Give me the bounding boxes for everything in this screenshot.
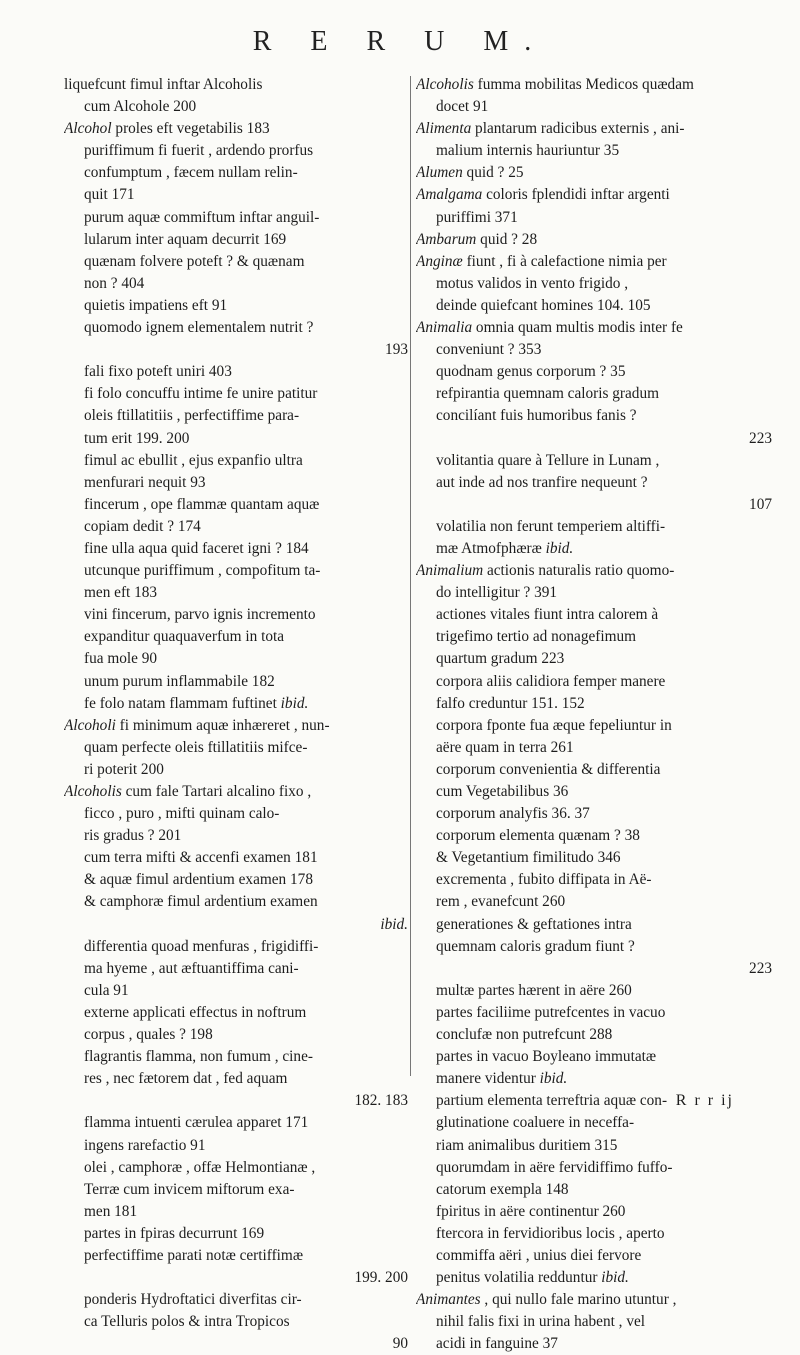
index-subentry (416, 295, 772, 317)
index-subentry (64, 516, 408, 538)
index-subentry (416, 405, 772, 427)
entry-text: partes in fpiras decurrunt 169 (84, 1224, 265, 1242)
index-subentry (416, 516, 772, 538)
entry-text: concilíant fuis humoribus fanis ? (436, 407, 637, 425)
index-entry-heading (416, 317, 772, 339)
entry-text: falfo creduntur 151. 152 (436, 694, 585, 712)
entry-text: utcunque puriffimum , compofitum ta- (84, 562, 321, 580)
index-subentry (64, 361, 408, 383)
index-subentry (64, 450, 408, 472)
entry-text: olei , camphoræ , offæ Helmontianæ , (84, 1158, 316, 1176)
entry-text: manere videntur (436, 1070, 540, 1088)
entry-text: expanditur quaquaverfum in tota (84, 628, 285, 646)
index-subentry (416, 140, 772, 162)
entry-text: commiffa aëri , unius diei fervore (436, 1246, 642, 1264)
entry-text: partes faciliime putrefcentes in vacuo (436, 1003, 666, 1021)
index-subentry (64, 383, 408, 405)
ibid-reference: ibid. (380, 915, 408, 933)
running-head: R E R U M. (252, 26, 548, 57)
index-subentry (416, 1201, 772, 1223)
index-subentry (64, 207, 408, 229)
entry-text: corporum elementa quænam ? 38 (436, 827, 640, 845)
index-subentry (64, 96, 408, 118)
entry-text: actiones vitales fiunt intra calorem à (436, 606, 659, 624)
entry-text: omnia quam multis modis inter fe (472, 319, 683, 337)
index-subentry (416, 1068, 772, 1090)
index-subentry (416, 1002, 772, 1024)
index-subentry (64, 737, 408, 759)
entry-text: cum terra mifti & accenfi examen 181 (84, 849, 318, 867)
index-subentry (64, 229, 408, 251)
entry-text: oleis ftillatitiis , perfectiffime para- (84, 407, 300, 425)
entry-text: & Vegetantium fimilitudo 346 (436, 849, 621, 867)
entry-keyword: Alcoholi (64, 716, 116, 734)
index-subentry (64, 825, 408, 847)
index-subentry (416, 339, 772, 361)
entry-text: fiunt , fi à calefactione nimia per (462, 252, 667, 270)
left-column (64, 74, 408, 1355)
entry-text: conclufæ non putrefcunt 288 (436, 1026, 613, 1044)
index-subentry (416, 1333, 772, 1355)
entry-text: volatilia non ferunt temperiem altiffi- (436, 517, 666, 535)
entry-text: unum purum inflammabile 182 (84, 672, 275, 690)
entry-text: 223 (749, 429, 772, 447)
entry-text: flamma intuenti cærulea apparet 171 (84, 1114, 309, 1132)
entry-text: menfurari nequit 93 (84, 473, 206, 491)
entry-text: 182. 183 (354, 1092, 408, 1110)
entry-text: malium internis hauriuntur 35 (436, 142, 620, 160)
index-subentry (64, 494, 408, 516)
ibid-reference: ibid. (601, 1269, 629, 1287)
index-subentry (64, 891, 408, 913)
index-subentry (64, 1245, 408, 1267)
index-subentry (416, 781, 772, 803)
entry-text: externe applicati effectus in noftrum (84, 1003, 307, 1021)
index-entry-heading (416, 251, 772, 273)
entry-text: corpora fponte fua æque fepeliuntur in (436, 716, 672, 734)
entry-keyword: Animalium (416, 562, 484, 580)
index-subentry (64, 538, 408, 560)
entry-text: & aquæ fimul ardentium examen 178 (84, 871, 313, 889)
index-subentry (64, 1112, 408, 1134)
index-subentry (416, 648, 772, 670)
index-subentry (416, 869, 772, 891)
index-entry-heading (416, 1289, 772, 1311)
index-entry-heading (416, 118, 772, 140)
entry-text: conveniunt ? 353 (436, 341, 542, 359)
index-subentry (64, 405, 408, 427)
entry-text: ftercora in fervidioribus locis , aperto (436, 1224, 665, 1242)
ibid-reference: ibid. (280, 694, 309, 712)
entry-text: res , nec fætorem dat , fed aquam (84, 1070, 288, 1088)
entry-text: actionis naturalis ratio quomo- (483, 562, 675, 580)
index-subentry (416, 891, 772, 913)
entry-text: acidi in fanguine 37 (436, 1335, 558, 1353)
entry-text: ingens rarefactio 91 (84, 1136, 206, 1154)
index-subentry (416, 1179, 772, 1201)
index-subentry (64, 1002, 408, 1024)
index-subentry (416, 361, 772, 383)
entry-text: docet 91 (436, 98, 489, 116)
index-subentry (416, 1024, 772, 1046)
entry-text: puriffimi 371 (436, 208, 518, 226)
index-subentry (64, 273, 408, 295)
entry-text: cum Vegetabilibus 36 (436, 783, 569, 800)
index-subentry (416, 1267, 772, 1289)
entry-text: aut inde ad nos tranfire nequeunt ? (436, 473, 648, 491)
entry-text: fine ulla aqua quid faceret igni ? 184 (84, 539, 309, 557)
entry-text: ponderis Hydroftatici diverfitas cir- (84, 1291, 302, 1309)
index-subentry (416, 715, 772, 737)
entry-text: quartum gradum 223 (436, 650, 565, 668)
index-page-ref (64, 1267, 408, 1289)
entry-text: glutinatione coaluere in neceffa- (436, 1114, 635, 1132)
entry-text: & camphoræ fimul ardentium examen (84, 893, 318, 911)
entry-text: lularum inter aquam decurrit 169 (84, 230, 287, 248)
entry-text: copiam dedit ? 174 (84, 517, 201, 535)
entry-text: plantarum radicibus externis , ani- (471, 120, 685, 138)
right-column (416, 74, 772, 1355)
entry-text: generationes & geftationes intra (436, 915, 632, 933)
index-subentry (416, 538, 772, 560)
index-entry-heading (64, 781, 408, 803)
entry-keyword: Alcohol (64, 120, 112, 138)
index-subentry (64, 648, 408, 670)
index-subentry (64, 626, 408, 648)
entry-text: 193 (385, 341, 408, 359)
index-subentry (64, 1179, 408, 1201)
entry-text: riam animalibus duritiem 315 (436, 1136, 618, 1154)
entry-text: liquefcunt fimul inftar Alcoholis (64, 76, 263, 93)
entry-keyword: Anginæ (416, 252, 463, 270)
index-subentry (64, 869, 408, 891)
entry-text: quomodo ignem elementalem nutrit ? (84, 319, 314, 337)
entry-text: quit 171 (84, 186, 135, 204)
index-subentry (416, 273, 772, 295)
index-subentry (416, 604, 772, 626)
index-entry-heading (416, 229, 772, 251)
entry-text: motus validos in vento frigido , (436, 274, 629, 292)
index-entry-heading (64, 118, 408, 140)
entry-text: trigefimo tertio ad nonagefimum (436, 628, 637, 646)
index-subentry (64, 74, 408, 96)
index-entry-heading (416, 184, 772, 206)
index-page-ref (416, 958, 772, 980)
index-subentry (416, 1046, 772, 1068)
index-subentry (64, 1046, 408, 1068)
index-subentry (416, 803, 772, 825)
index-subentry (64, 759, 408, 781)
index-subentry (416, 1223, 772, 1245)
index-subentry (64, 1157, 408, 1179)
entry-text: quorumdam in aëre fervidiffimo fuffo- (436, 1158, 673, 1176)
index-entry-heading (64, 715, 408, 737)
index-subentry (64, 184, 408, 206)
entry-text: ficco , puro , mifti quinam calo- (84, 805, 280, 823)
entry-text: men 181 (84, 1202, 138, 1220)
index-subentry (64, 847, 408, 869)
index-subentry (416, 582, 772, 604)
entry-text: puriffimum fi fuerit , ardendo prorfus (84, 142, 314, 160)
entry-text: quodnam genus corporum ? 35 (436, 363, 626, 381)
index-subentry (416, 825, 772, 847)
entry-text: corporum convenientia & differentia (436, 760, 661, 778)
entry-text: mæ Atmofphæræ (436, 539, 546, 557)
entry-text: men eft 183 (84, 584, 158, 602)
entry-keyword: Alcoholis (416, 76, 474, 93)
entry-text: 199. 200 (354, 1269, 408, 1287)
entry-keyword: Ambarum (416, 230, 477, 248)
entry-text: ma hyeme , aut æftuantiffima cani- (84, 959, 299, 977)
entry-text: nihil falis fixi in urina habent , vel (436, 1313, 646, 1331)
index-subentry (64, 251, 408, 273)
index-page-ref (64, 1333, 408, 1355)
index-subentry (416, 1311, 772, 1333)
entry-text: fumma mobilitas Medicos quædam (473, 76, 694, 93)
entry-text: fi minimum aquæ inhæreret , nun- (115, 716, 330, 734)
entry-keyword: Amalgama (416, 186, 483, 204)
entry-text: aëre quam in terra 261 (436, 738, 574, 756)
index-subentry (416, 914, 772, 936)
index-subentry (416, 383, 772, 405)
entry-text: cum Alcohole 200 (84, 98, 197, 116)
index-subentry (416, 759, 772, 781)
entry-keyword: Alcoholis (64, 783, 122, 800)
index-subentry (64, 472, 408, 494)
index-subentry (64, 958, 408, 980)
index-page-ref (416, 428, 772, 450)
index-subentry (416, 626, 772, 648)
index-subentry (64, 582, 408, 604)
index-subentry (64, 1311, 408, 1333)
entry-text: do intelligitur ? 391 (436, 584, 558, 602)
index-subentry (64, 980, 408, 1002)
index-subentry (64, 428, 408, 450)
index-page-ref (64, 914, 408, 936)
index-subentry (64, 936, 408, 958)
entry-text: quietis impatiens eft 91 (84, 296, 228, 314)
entry-text: volitantia quare à Tellure in Lunam , (436, 451, 660, 469)
index-subentry (64, 162, 408, 184)
entry-text: partes in vacuo Boyleano immutatæ (436, 1048, 657, 1066)
entry-text: rem , evanefcunt 260 (436, 893, 566, 911)
index-subentry (416, 980, 772, 1002)
entry-keyword: Alumen (416, 164, 463, 182)
entry-text: proles eft vegetabilis 183 (111, 120, 270, 138)
entry-text: vini fincerum, parvo ignis incremento (84, 606, 316, 624)
index-subentry (64, 1223, 408, 1245)
entry-text: fimul ac ebullit , ejus expanfio ultra (84, 451, 303, 469)
entry-text: , qui nullo fale marino utuntur , (480, 1291, 677, 1309)
entry-text: Terræ cum invicem miftorum exa- (84, 1180, 295, 1198)
entry-text: fi folo concuffu intime fe unire patitur (84, 385, 318, 403)
entry-text: purum aquæ commiftum inftar anguil- (84, 208, 320, 226)
entry-text: quid ? 25 (462, 164, 524, 182)
index-subentry (64, 1135, 408, 1157)
index-entry-heading (416, 162, 772, 184)
ibid-reference: ibid. (539, 1070, 568, 1088)
entry-text: corpus , quales ? 198 (84, 1026, 213, 1044)
entry-keyword: Alimenta (416, 120, 472, 138)
index-subentry (64, 1201, 408, 1223)
entry-text: perfectiffime parati notæ certiffimæ (84, 1246, 304, 1264)
entry-text: tum erit 199. 200 (84, 429, 190, 447)
entry-text: fua mole 90 (84, 650, 158, 668)
entry-text: quid ? 28 (476, 230, 538, 248)
entry-keyword: Animantes (416, 1291, 481, 1309)
index-subentry (416, 96, 772, 118)
entry-text: corpora aliis calidiora femper manere (436, 672, 666, 690)
index-subentry (64, 1024, 408, 1046)
entry-text: quam perfecte oleis ftillatitiis mifce- (84, 738, 308, 756)
entry-text: excrementa , fubito diffipata in Aë- (436, 871, 652, 889)
entry-text: deinde quiefcant homines 104. 105 (436, 296, 651, 314)
entry-text: coloris fplendidi inftar argenti (482, 186, 670, 204)
entry-text: fincerum , ope flammæ quantam aquæ (84, 495, 320, 513)
entry-text: cula 91 (84, 981, 129, 999)
entry-text: fe folo natam flammam fuftinet (84, 694, 281, 712)
index-subentry (416, 936, 772, 958)
index-entry-heading (416, 74, 772, 96)
index-subentry (416, 472, 772, 494)
entry-text: fali fixo poteft uniri 403 (84, 363, 232, 381)
index-subentry (416, 847, 772, 869)
entry-text: quænam folvere poteft ? & quænam (84, 252, 305, 270)
entry-text: penitus volatilia redduntur (436, 1269, 602, 1287)
index-subentry (64, 140, 408, 162)
index-subentry (64, 1289, 408, 1311)
index-subentry (64, 560, 408, 582)
entry-text: cum fale Tartari alcalino fixo , (121, 783, 312, 800)
index-subentry (416, 693, 772, 715)
index-subentry (416, 450, 772, 472)
entry-text: non ? 404 (84, 274, 145, 292)
entry-text: 107 (749, 495, 772, 513)
ibid-reference: ibid. (545, 539, 574, 557)
index-subentry (416, 207, 772, 229)
index-subentry (416, 1112, 772, 1134)
entry-text: ri poterit 200 (84, 760, 164, 778)
entry-text: multæ partes hærent in aëre 260 (436, 981, 632, 999)
index-subentry (64, 803, 408, 825)
entry-text: confumptum , fæcem nullam relin- (84, 164, 298, 182)
index-subentry (64, 693, 408, 715)
entry-text: corporum analyfis 36. 37 (436, 805, 590, 823)
entry-text: 223 (749, 959, 772, 977)
entry-keyword: Animalia (416, 319, 473, 337)
entry-text: ca Telluris polos & intra Tropicos (84, 1313, 290, 1331)
entry-text: refpirantia quemnam caloris gradum (436, 385, 659, 403)
entry-text: 90 (392, 1335, 408, 1353)
index-subentry (64, 317, 408, 339)
index-subentry (416, 671, 772, 693)
index-subentry (416, 1157, 772, 1179)
column-divider (410, 76, 411, 1076)
index-subentry (416, 737, 772, 759)
index-subentry (64, 1068, 408, 1090)
index-entry-heading (416, 560, 772, 582)
index-page-ref (64, 339, 408, 361)
index-subentry (64, 604, 408, 626)
signature-mark: R r r ij (675, 1092, 734, 1109)
index-subentry (64, 671, 408, 693)
entry-text: ris gradus ? 201 (84, 827, 182, 845)
entry-text: quemnam caloris gradum fiunt ? (436, 937, 635, 955)
entry-text: partium elementa terreftria aquæ con- (436, 1092, 668, 1110)
index-page-ref (416, 494, 772, 516)
index-subentry (416, 1245, 772, 1267)
entry-text: flagrantis flamma, non fumum , cine- (84, 1048, 313, 1066)
entry-text: catorum exempla 148 (436, 1180, 569, 1198)
index-subentry (64, 295, 408, 317)
entry-text: fpiritus in aëre continentur 260 (436, 1202, 626, 1220)
index-page-ref (64, 1090, 408, 1112)
index-subentry (416, 1135, 772, 1157)
entry-text: differentia quoad menfuras , frigidiffi- (84, 937, 319, 955)
